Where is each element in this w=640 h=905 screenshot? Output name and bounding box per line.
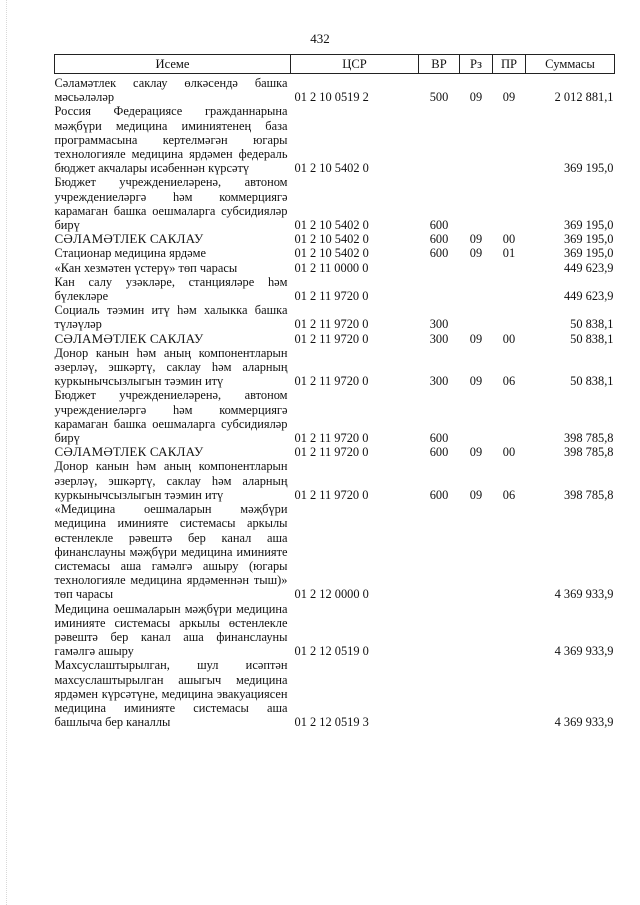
cell-rz: 09: [469, 487, 483, 502]
cell-name: СӘЛАМӘТЛЕК САКЛАУ: [54, 231, 204, 247]
page-margin-line: [6, 0, 7, 905]
table-row: [55, 246, 615, 260]
cell-sum: 50 838,1: [570, 374, 614, 389]
cell-pr: [493, 602, 526, 659]
header-name: Исеме: [55, 55, 291, 74]
cell-csr: 01 2 10 0519 2: [294, 90, 369, 105]
cell-csr: 01 2 11 9720 0: [294, 374, 369, 389]
cell-pr: [493, 502, 526, 601]
page-number: 432: [310, 31, 330, 46]
cell-rz: 09: [469, 331, 483, 346]
table-row: [55, 261, 615, 275]
cell-vr: 600: [429, 246, 449, 261]
cell-sum: 2 012 881,1: [554, 90, 614, 105]
cell-pr: 00: [502, 331, 516, 346]
header-vr: ВР: [419, 55, 460, 74]
cell-pr: [493, 275, 526, 303]
cell-name: Донор канын һәм аның компонентларын әзерләү, эшкәртү, саклау һәм аларның куркынычсызлыгын тәэмин итү: [54, 345, 288, 389]
cell-name: «Кан хезмәтен үстерү» төп чарасы: [54, 260, 238, 275]
cell-vr: 600: [429, 445, 449, 460]
cell-csr: 01 2 11 9720 0: [294, 317, 369, 332]
table-row: [55, 502, 615, 601]
table-row: [55, 104, 615, 175]
cell-csr: 01 2 11 9720 0: [294, 487, 369, 502]
cell-pr: [493, 388, 526, 445]
cell-csr: 01 2 12 0519 3: [294, 715, 369, 730]
cell-vr: 300: [429, 331, 449, 346]
cell-csr: 01 2 12 0519 0: [294, 644, 369, 659]
cell-vr: 600: [429, 487, 449, 502]
cell-rz: [460, 303, 493, 331]
cell-name: Социаль тәэмин итү һәм халыкка башка түләүләр: [54, 303, 288, 332]
cell-pr: 00: [502, 232, 516, 247]
cell-vr: [419, 261, 460, 275]
cell-rz: [460, 104, 493, 175]
cell-rz: [460, 261, 493, 275]
cell-csr: 01 2 10 5402 0: [294, 246, 369, 261]
cell-sum: 398 785,8: [563, 431, 614, 446]
table-row: [55, 459, 615, 502]
table-row: [55, 74, 615, 105]
table-header-row: [55, 55, 615, 74]
cell-name: Сәламәтлек саклау өлкәсендә башка мәсьәләләр: [54, 76, 288, 105]
cell-name: СӘЛАМӘТЛЕК САКЛАУ: [54, 444, 204, 460]
header-rz: Рз: [460, 55, 493, 74]
cell-vr: 600: [429, 431, 449, 446]
cell-pr: 06: [502, 374, 516, 389]
table-row: [55, 232, 615, 246]
table-row: [55, 175, 615, 232]
cell-pr: 00: [502, 445, 516, 460]
cell-csr: 01 2 11 9720 0: [294, 431, 369, 446]
cell-pr: [493, 104, 526, 175]
cell-sum: 449 623,9: [563, 260, 614, 275]
cell-csr: 01 2 11 9720 0: [294, 445, 369, 460]
cell-rz: 09: [469, 232, 483, 247]
cell-rz: 09: [469, 246, 483, 261]
cell-sum: 4 369 933,9: [554, 644, 614, 659]
cell-name: Кан салу узәкләре, станцияләре һәм бүлекләре: [54, 274, 288, 304]
cell-vr: [419, 502, 460, 601]
cell-name: «Медицина оешмаларын мәҗбүри медицина иминияте системасы аркылы өстенлекле рәвештә бер канал аша финанслауны мәҗбүри медицина иминияте системасы аша гамәлгә ашыру (югары технологияле медицина ярдәменнән тыш)» төп чарасы: [54, 502, 288, 602]
cell-rz: [460, 502, 493, 601]
cell-csr: 01 2 10 5402 0: [294, 218, 369, 233]
table-row: [55, 303, 615, 331]
cell-vr: 300: [429, 317, 449, 332]
cell-name: Бюджет учреждениеләренә, автоном учреждениеләргә һәм коммерциягә карамаган башка оешмаларга субсидияләр бирү: [54, 175, 288, 233]
cell-csr: 01 2 11 9720 0: [294, 331, 369, 346]
cell-sum: 369 195,0: [563, 232, 614, 247]
cell-name: Россия Федерациясе гражданнарына мәҗбүри медицина иминиятенең база программасына кертелмәгән югары технологияле медицина ярдәмен федераль бюджет акчалары исәбеннән күрсәтү: [54, 104, 288, 176]
cell-rz: [460, 388, 493, 445]
cell-csr: 01 2 11 9720 0: [294, 289, 369, 304]
cell-name: Стационар медицина ярдәме: [54, 246, 207, 261]
cell-csr: 01 2 10 5402 0: [294, 161, 369, 176]
table-row: [55, 346, 615, 389]
cell-vr: 600: [429, 218, 449, 233]
cell-sum: 449 623,9: [563, 289, 614, 304]
cell-name: Медицина оешмаларын мәҗбүри медицина иминияте системасы аркылы өстенлекле рәвештә бер канал аша финанслауны гамәлгә ашыру: [54, 601, 288, 659]
cell-pr: 01: [502, 246, 516, 261]
cell-rz: [460, 658, 493, 729]
table-body: [55, 74, 615, 730]
cell-rz: 09: [469, 374, 483, 389]
cell-vr: 600: [429, 232, 449, 247]
cell-pr: 06: [502, 487, 516, 502]
budget-table: [54, 54, 615, 729]
cell-vr: [419, 658, 460, 729]
cell-csr: 01 2 10 5402 0: [294, 232, 369, 247]
cell-pr: [493, 303, 526, 331]
cell-rz: [460, 602, 493, 659]
cell-sum: 369 195,0: [563, 161, 614, 176]
cell-sum: 398 785,8: [563, 445, 614, 460]
cell-sum: 50 838,1: [570, 317, 614, 332]
cell-rz: 09: [469, 445, 483, 460]
cell-pr: [493, 261, 526, 275]
cell-sum: 369 195,0: [563, 218, 614, 233]
cell-vr: [419, 602, 460, 659]
cell-sum: 4 369 933,9: [554, 715, 614, 730]
cell-rz: [460, 175, 493, 232]
cell-vr: [419, 104, 460, 175]
table-row: [55, 658, 615, 729]
cell-rz: 09: [469, 90, 483, 105]
table-row: [55, 602, 615, 659]
header-sum: Суммасы: [526, 55, 615, 74]
cell-name: Бюджет учреждениеләренә, автоном учреждениеләргә һәм коммерциягә карамаган башка оешмаларга субсидияләр бирү: [54, 388, 288, 446]
table-row: [55, 388, 615, 445]
cell-vr: 500: [429, 90, 449, 105]
table-row: [55, 275, 615, 303]
cell-vr: 300: [429, 374, 449, 389]
table-row: [55, 332, 615, 346]
cell-rz: [460, 275, 493, 303]
cell-pr: [493, 658, 526, 729]
cell-pr: 09: [502, 90, 516, 105]
cell-name: Махсуслаштырылган, шул исәптән махсуслаштырылган ашыгыч медицина ярдәмен күрсәтүне, медицина эвакуациясен медицина иминияте системасы аша башлыча бер каналлы: [54, 658, 288, 730]
cell-name: СӘЛАМӘТЛЕК САКЛАУ: [54, 330, 204, 346]
cell-sum: 4 369 933,9: [554, 587, 614, 602]
cell-sum: 50 838,1: [570, 331, 614, 346]
cell-csr: 01 2 11 0000 0: [294, 260, 369, 275]
cell-sum: 369 195,0: [563, 246, 614, 261]
cell-csr: 01 2 12 0000 0: [294, 587, 369, 602]
header-pr: ПР: [493, 55, 526, 74]
cell-pr: [493, 175, 526, 232]
header-csr: ЦСР: [291, 55, 419, 74]
cell-name: Донор канын һәм аның компонентларын әзерләү, эшкәртү, саклау һәм аларның куркынычсызлыгын тәэмин итү: [54, 459, 288, 502]
cell-vr: [419, 275, 460, 303]
table-row: [55, 445, 615, 459]
cell-sum: 398 785,8: [563, 487, 614, 502]
